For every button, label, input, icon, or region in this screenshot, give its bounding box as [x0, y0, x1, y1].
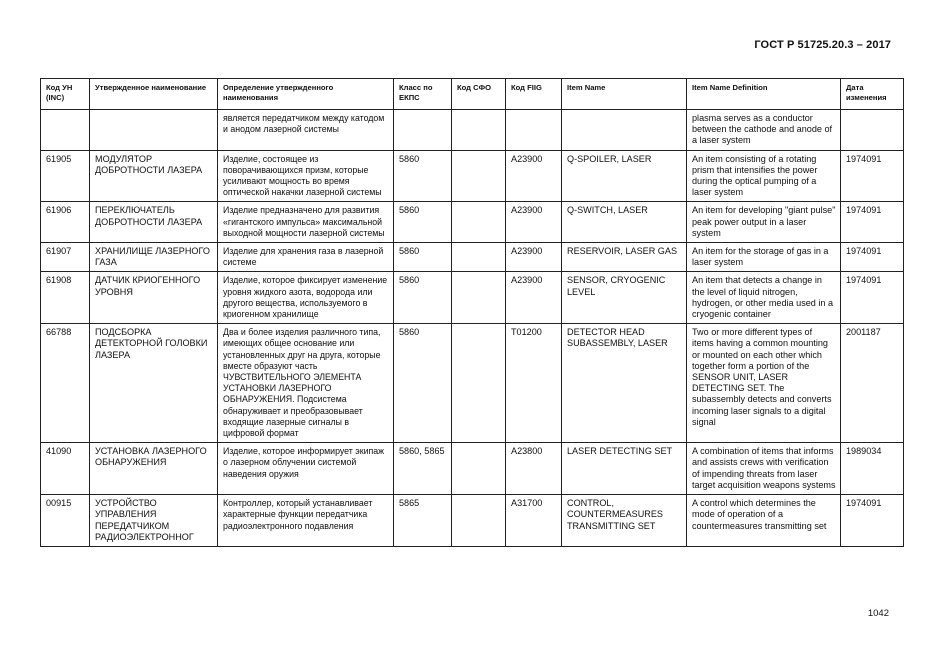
cell-ekps-class: 5860 [394, 324, 452, 443]
cell-name-definition: Изделие для хранения газа в лазерной системе [218, 243, 394, 272]
cell-item-name-definition: An item consisting of a rotating prism that intensifies the power during the optical pumping of a laser system [687, 150, 841, 202]
cell-item-name: LASER DETECTING SET [562, 443, 687, 495]
table-body [41, 110, 904, 547]
table-header-row [41, 79, 904, 110]
column-header-item-name: Item Name [562, 79, 687, 110]
column-header-approved-name: Утвержденное наименование [90, 79, 218, 110]
column-header-item-name-definition: Item Name Definition [687, 79, 841, 110]
cell-item-name-definition: An item that detects a change in the level of liquid nitrogen, hydrogen, or other media used in a cryogenic container [687, 272, 841, 324]
cell-ekps-class: 5860 [394, 243, 452, 272]
cell-name-definition: Изделие, которое информирует экипаж о лазерном облучении системой наведения оружия [218, 443, 394, 495]
column-header-change-date: Дата изменения [841, 79, 904, 110]
cell-approved-name: ХРАНИЛИЩЕ ЛАЗЕРНОГО ГАЗА [90, 243, 218, 272]
column-header-ekps-class: Класс по ЕКПС [394, 79, 452, 110]
cell-name-definition: является передатчиком между катодом и анодом лазерной системы [218, 110, 394, 151]
cell-item-name: CONTROL, COUNTERMEASURES TRANSMITTING SET [562, 495, 687, 547]
cell-ekps-class: 5860 [394, 272, 452, 324]
cell-fiig-code: A31700 [506, 495, 562, 547]
cell-name-definition: Изделие предназначено для развития «гигантского импульса» максимальной выходной мощности лазерной системы [218, 202, 394, 243]
cell-fiig-code [506, 110, 562, 151]
cell-inc-code: 00915 [41, 495, 90, 547]
cell-approved-name: ПОДСБОРКА ДЕТЕКТОРНОЙ ГОЛОВКИ ЛАЗЕРА [90, 324, 218, 443]
cell-item-name: SENSOR, CRYOGENIC LEVEL [562, 272, 687, 324]
cell-change-date: 1974091 [841, 495, 904, 547]
cell-ekps-class: 5865 [394, 495, 452, 547]
cell-approved-name [90, 110, 218, 151]
cell-sfo-code [452, 324, 506, 443]
cell-ekps-class: 5860, 5865 [394, 443, 452, 495]
table-row [41, 110, 904, 151]
cell-item-name-definition: Two or more different types of items having a common mounting or mounted on each other which together form a portion of the SENSOR UNIT, LASER DETECTING SET. The subassembly detects and converts incoming laser signals to a digital signal [687, 324, 841, 443]
cell-sfo-code [452, 110, 506, 151]
cell-change-date: 1974091 [841, 202, 904, 243]
column-header-sfo-code: Код СФО [452, 79, 506, 110]
cell-name-definition: Изделие, состоящее из поворачивающихся призм, которые усиливают мощность во время оптической накачки лазерной системы [218, 150, 394, 202]
cell-name-definition: Два и более изделия различного типа, имеющих общее основание или установленных друг на друга, которые вместе образуют часть ЧУВСТВИТЕЛЬНОГО ЭЛЕМЕНТА УСТАНОВКИ ЛАЗЕРНОГО ОБНАРУЖЕНИЯ. Подсистема обнаруживает и преобразовывает входящие лазерные сигналы в цифровой формат [218, 324, 394, 443]
cell-sfo-code [452, 150, 506, 202]
cell-inc-code: 61905 [41, 150, 90, 202]
cell-approved-name: УСТРОЙСТВО УПРАВЛЕНИЯ ПЕРЕДАТЧИКОМ РАДИОЭЛЕКТРОННОГ [90, 495, 218, 547]
cell-inc-code [41, 110, 90, 151]
cell-item-name: DETECTOR HEAD SUBASSEMBLY, LASER [562, 324, 687, 443]
cell-inc-code: 41090 [41, 443, 90, 495]
cell-change-date: 1974091 [841, 272, 904, 324]
cell-change-date [841, 110, 904, 151]
cell-sfo-code [452, 443, 506, 495]
cell-fiig-code: A23900 [506, 243, 562, 272]
cell-sfo-code [452, 243, 506, 272]
table-row [41, 324, 904, 443]
cell-name-definition: Контроллер, который устанавливает характерные функции передатчика радиоэлектронного подавления [218, 495, 394, 547]
table-header [41, 79, 904, 110]
specification-table [40, 78, 904, 547]
cell-item-name: Q-SPOILER, LASER [562, 150, 687, 202]
table-row [41, 150, 904, 202]
cell-change-date: 1989034 [841, 443, 904, 495]
cell-change-date: 1974091 [841, 243, 904, 272]
page-number: 1042 [867, 608, 889, 619]
column-header-fiig-code: Код FIIG [506, 79, 562, 110]
cell-item-name [562, 110, 687, 151]
cell-ekps-class: 5860 [394, 150, 452, 202]
cell-approved-name: ПЕРЕКЛЮЧАТЕЛЬ ДОБРОТНОСТИ ЛАЗЕРА [90, 202, 218, 243]
cell-change-date: 1974091 [841, 150, 904, 202]
cell-item-name-definition: plasma serves as a conductor between the cathode and anode of a laser system [687, 110, 841, 151]
cell-approved-name: МОДУЛЯТОР ДОБРОТНОСТИ ЛАЗЕРА [90, 150, 218, 202]
column-header-inc-code: Код УН (INC) [41, 79, 90, 110]
cell-item-name-definition: An item for developing "giant pulse" peak power output in a laser system [687, 202, 841, 243]
table-row [41, 202, 904, 243]
cell-ekps-class [394, 110, 452, 151]
cell-fiig-code: T01200 [506, 324, 562, 443]
cell-item-name-definition: A combination of items that informs and assists crews with verification of impending threats from laser target acquisition weapons systems [687, 443, 841, 495]
table-row [41, 495, 904, 547]
cell-name-definition: Изделие, которое фиксирует изменение уровня жидкого азота, водорода или другого вещества, используемого в криогенном хранилище [218, 272, 394, 324]
cell-inc-code: 61907 [41, 243, 90, 272]
column-header-name-definition: Определение утвержденного наименования [218, 79, 394, 110]
table-row [41, 243, 904, 272]
document-standard-title: ГОСТ Р 51725.20.3 – 2017 [754, 39, 891, 51]
cell-change-date: 2001187 [841, 324, 904, 443]
cell-sfo-code [452, 495, 506, 547]
cell-item-name: RESERVOIR, LASER GAS [562, 243, 687, 272]
cell-item-name-definition: A control which determines the mode of operation of a countermeasures transmitting set [687, 495, 841, 547]
table-row [41, 443, 904, 495]
cell-inc-code: 61908 [41, 272, 90, 324]
cell-inc-code: 61906 [41, 202, 90, 243]
cell-fiig-code: A23900 [506, 150, 562, 202]
cell-item-name: Q-SWITCH, LASER [562, 202, 687, 243]
cell-fiig-code: A23900 [506, 272, 562, 324]
cell-inc-code: 66788 [41, 324, 90, 443]
cell-sfo-code [452, 202, 506, 243]
cell-sfo-code [452, 272, 506, 324]
cell-item-name-definition: An item for the storage of gas in a laser system [687, 243, 841, 272]
cell-approved-name: УСТАНОВКА ЛАЗЕРНОГО ОБНАРУЖЕНИЯ [90, 443, 218, 495]
cell-ekps-class: 5860 [394, 202, 452, 243]
cell-fiig-code: A23900 [506, 202, 562, 243]
table-row [41, 272, 904, 324]
cell-fiig-code: A23800 [506, 443, 562, 495]
cell-approved-name: ДАТЧИК КРИОГЕННОГО УРОВНЯ [90, 272, 218, 324]
